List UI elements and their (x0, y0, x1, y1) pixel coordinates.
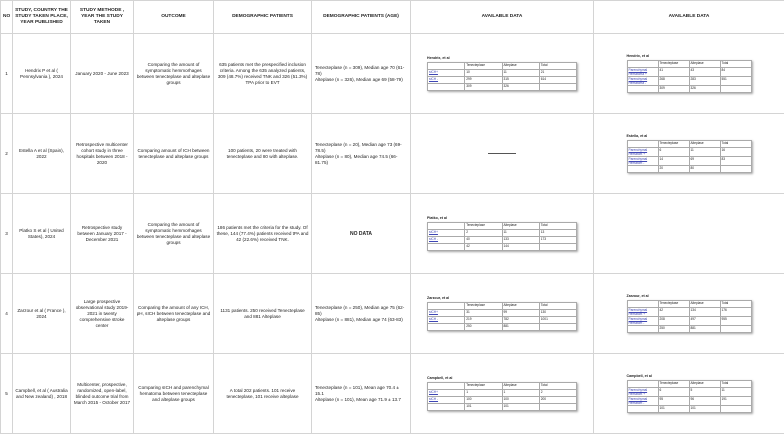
contingency-cell: 5 (689, 388, 720, 397)
subtable-title: Campbell, et al (627, 374, 752, 379)
contingency-row-label: Parenchymal Hematom - (627, 317, 658, 326)
contingency-row (627, 61, 751, 68)
contingency-cell: 176 (720, 308, 751, 317)
study-outcome: Comparing the amount of symptomatic hemmorhages between tenecteplase and alteplase groups (134, 34, 214, 114)
contingency-table (427, 62, 577, 91)
contingency-cell: 955 (720, 317, 751, 326)
contingency-row-label (428, 244, 465, 251)
contingency-row-label: Parenchymal Hematom + (627, 308, 658, 317)
contingency-cell: 20 (658, 166, 689, 173)
contingency-cell: 191 (720, 397, 751, 406)
row-number: 3 (1, 194, 13, 274)
contingency-row (428, 244, 577, 251)
contingency-row (627, 301, 751, 308)
study-row (1, 34, 784, 114)
contingency-row-label (428, 63, 465, 70)
data-subtable (427, 56, 577, 91)
contingency-cell: Alteplase (502, 223, 539, 230)
study-row (1, 114, 784, 194)
contingency-row (428, 317, 577, 324)
contingency-cell: 208 (658, 317, 689, 326)
study-method: Multicenter, prospective, randomized, open-label, blinded outcome trial from March 2015 - October 2017 (71, 354, 134, 434)
subtable-title: Estella, et al (627, 134, 752, 139)
data-subtable (427, 376, 577, 411)
contingency-cell: 11 (689, 148, 720, 157)
contingency-cell (539, 84, 576, 91)
contingency-cell: 42 (465, 244, 502, 251)
available-data-sich (411, 194, 594, 274)
contingency-cell (720, 406, 751, 413)
contingency-table (427, 302, 577, 331)
contingency-row-label: Parenchymal Hematom + (627, 148, 658, 157)
contingency-cell: 134 (689, 308, 720, 317)
contingency-row-label: sICH+ (428, 70, 465, 77)
contingency-cell: 1 (502, 390, 539, 397)
contingency-row-label (627, 86, 658, 93)
contingency-cell: Alteplase (689, 301, 720, 308)
contingency-row (627, 166, 751, 173)
contingency-row-label (627, 61, 658, 68)
data-subtable (427, 216, 577, 251)
contingency-row (428, 230, 577, 237)
contingency-cell: 40 (465, 237, 502, 244)
available-data-hematoma (594, 114, 784, 194)
contingency-cell: 43 (689, 68, 720, 77)
contingency-row-label (627, 166, 658, 173)
contingency-cell: Alteplase (689, 141, 720, 148)
contingency-cell: 101 (689, 406, 720, 413)
demographic-age (312, 194, 411, 274)
contingency-cell: Total (720, 301, 751, 308)
contingency-row (428, 324, 577, 331)
contingency-cell: 326 (689, 86, 720, 93)
demographic-patients: 100 patients, 20 were treated with tenecteplase and 80 with alteplase. (214, 114, 312, 194)
contingency-cell: 326 (502, 84, 539, 91)
header-available-data-1: AVAILABLE DATA (411, 1, 594, 34)
contingency-row (627, 77, 751, 86)
contingency-row-label (627, 141, 658, 148)
contingency-row-label: Parenchymal Hematom - (627, 157, 658, 166)
contingency-cell: 96 (689, 397, 720, 406)
contingency-cell: 881 (689, 326, 720, 333)
contingency-row-label (627, 301, 658, 308)
contingency-cell: Alteplase (502, 383, 539, 390)
contingency-cell: 881 (502, 324, 539, 331)
header-demographic-age: DEMOGRAPHIC PATIENTS (AGE) (312, 1, 411, 34)
contingency-cell (720, 86, 751, 93)
contingency-cell: Total (720, 381, 751, 388)
contingency-cell: Tenecteplase (658, 141, 689, 148)
contingency-cell: 101 (465, 404, 502, 411)
contingency-cell: Total (539, 383, 576, 390)
subtable-title: Hendrix, et al (427, 56, 577, 61)
contingency-cell: 21 (539, 70, 576, 77)
contingency-row (428, 84, 577, 91)
contingency-cell: 41 (658, 68, 689, 77)
contingency-row-label: sICH - (428, 77, 465, 84)
row-number: 5 (1, 354, 13, 434)
contingency-row-label (428, 324, 465, 331)
contingency-cell: 130 (539, 310, 576, 317)
contingency-table (627, 140, 752, 173)
contingency-row-label (627, 381, 658, 388)
contingency-cell: 13 (539, 230, 576, 237)
contingency-row-label: sICH+ (428, 390, 465, 397)
contingency-cell: Tenecteplase (658, 301, 689, 308)
study-row (1, 274, 784, 354)
contingency-cell: 31 (465, 310, 502, 317)
contingency-row (627, 308, 751, 317)
demographic-age: Tenecteplase (n = 101), Mean age 70.4 ± 15.1 Alteplase (n = 101), Mean age 71.9 ± 13.7 (312, 354, 411, 434)
contingency-cell: 14 (658, 157, 689, 166)
contingency-row (627, 141, 751, 148)
contingency-cell: 299 (465, 77, 502, 84)
contingency-cell: 83 (720, 157, 751, 166)
contingency-cell: 173 (539, 237, 576, 244)
contingency-cell: 6 (658, 388, 689, 397)
contingency-cell: 16 (720, 148, 751, 157)
contingency-row (428, 310, 577, 317)
contingency-cell: 11 (720, 388, 751, 397)
contingency-cell: 101 (502, 404, 539, 411)
contingency-cell: 614 (539, 77, 576, 84)
data-subtable (627, 374, 752, 413)
contingency-cell: 1 (465, 390, 502, 397)
contingency-cell: Total (539, 223, 576, 230)
study-outcome: Comparing sICH and parenchymal hematoma between tenecteplase and alteplase groups (134, 354, 214, 434)
contingency-table (627, 380, 752, 413)
study-citation: Platko S et al ( United States), 2024 (13, 194, 71, 274)
contingency-cell (539, 244, 576, 251)
available-data-hematoma (594, 274, 784, 354)
demographic-patients: 186 patients met the criteria for the study. Of these, 144 (77.4%) patients received tPA and 42 (22.6%) received TNK. (214, 194, 312, 274)
study-method: Retrospective multicenter cohort study in three hospitals between 2018 - 2020 (71, 114, 134, 194)
data-subtable (627, 54, 752, 93)
contingency-cell: 200 (539, 397, 576, 404)
contingency-cell: 551 (720, 77, 751, 86)
data-subtable (427, 296, 577, 331)
study-method: January 2020 - June 2023 (71, 34, 134, 114)
available-data-sich (411, 354, 594, 434)
data-subtable (627, 134, 752, 173)
subtable-title: Hendrix, et al (627, 54, 752, 59)
contingency-cell: Total (720, 61, 751, 68)
contingency-cell: Tenecteplase (465, 223, 502, 230)
contingency-row (627, 157, 751, 166)
contingency-row (627, 388, 751, 397)
study-outcome: Comparing the amount of any ICH, pH, sICH between tenecteplase and alteplase groups (134, 274, 214, 354)
data-subtable (627, 294, 752, 333)
subtable-title: Campbell, et al (427, 376, 577, 381)
contingency-cell: 497 (689, 317, 720, 326)
contingency-row (627, 317, 751, 326)
contingency-cell: 69 (689, 157, 720, 166)
contingency-table (627, 60, 752, 93)
contingency-cell: 782 (502, 317, 539, 324)
contingency-row-label: sICH+ (428, 230, 465, 237)
demographic-age: Tenecteplase (n = 20), Median age 73 (69-78.5) Alteplase (n = 80), Median age 74.5 (66-81.75) (312, 114, 411, 194)
contingency-cell: 10 (465, 70, 502, 77)
contingency-row-label (428, 383, 465, 390)
available-data-hematoma (594, 194, 784, 274)
contingency-row (627, 68, 751, 77)
contingency-cell: 101 (658, 406, 689, 413)
contingency-cell: 84 (720, 68, 751, 77)
contingency-cell: 250 (658, 326, 689, 333)
contingency-cell: 309 (658, 86, 689, 93)
row-number: 4 (1, 274, 13, 354)
contingency-row-label: sICH - (428, 317, 465, 324)
contingency-cell: 95 (658, 397, 689, 406)
demographic-age: Tenecteplase (n = 250), Median age 75 (62-85) Alteplase (n = 881), Median age 74 (63-83) (312, 274, 411, 354)
contingency-cell: Tenecteplase (658, 61, 689, 68)
study-row (1, 194, 784, 274)
contingency-row (428, 63, 577, 70)
contingency-row (627, 148, 751, 157)
contingency-row (428, 70, 577, 77)
contingency-row (627, 406, 751, 413)
contingency-cell: 1001 (539, 317, 576, 324)
contingency-row-label: Parenchymal Hematom + (627, 388, 658, 397)
contingency-cell: 2 (465, 230, 502, 237)
subtable-title: Zarzour, et al (627, 294, 752, 299)
contingency-row (428, 383, 577, 390)
available-data-sich (411, 34, 594, 114)
contingency-row (428, 77, 577, 84)
subtable-title: Zarzour, et al (427, 296, 577, 301)
available-data-sich (411, 274, 594, 354)
contingency-cell: Tenecteplase (658, 381, 689, 388)
contingency-cell: Tenecteplase (465, 63, 502, 70)
contingency-row (428, 303, 577, 310)
header-row (1, 1, 784, 34)
contingency-row-label (428, 84, 465, 91)
study-citation: Campbell, et al ( Australia and New zealand) , 2018 (13, 354, 71, 434)
row-number: 1 (1, 34, 13, 114)
study-outcome: Comparing the amount of symptomatic hemmorhages between tenecteplase and alteplase groups (134, 194, 214, 274)
contingency-cell: Alteplase (502, 303, 539, 310)
contingency-cell: 11 (502, 230, 539, 237)
study-outcome: Comparing amount of ICH between tenecteplase and alteplase groups (134, 114, 214, 194)
contingency-cell: 100 (465, 397, 502, 404)
subtable-title: Platko, et al (427, 216, 577, 221)
contingency-row-label (627, 326, 658, 333)
contingency-cell: 219 (465, 317, 502, 324)
contingency-row (627, 397, 751, 406)
header-available-data-2: AVAILABLE DATA (594, 1, 784, 34)
contingency-row-label (627, 406, 658, 413)
contingency-row (428, 390, 577, 397)
contingency-table (427, 222, 577, 251)
contingency-cell (720, 326, 751, 333)
contingency-cell: 11 (502, 70, 539, 77)
available-data-sich (411, 114, 594, 194)
contingency-cell: Alteplase (689, 61, 720, 68)
contingency-row-label: sICH - (428, 397, 465, 404)
available-data-hematoma (594, 34, 784, 114)
header-study: STUDY, COUNTRY THE STUDY TAKEN PLACE, YEAR PUBLISHED (13, 1, 71, 34)
contingency-row-label (428, 404, 465, 411)
demographic-patients: A total 202 patients. 101 receive tenecteplase, 101 receive alteplase (214, 354, 312, 434)
study-method: Large prospective observational study 2019-2021 in twenty comprehensive stroke center (71, 274, 134, 354)
study-citation: Hendrix P et al ( Pennsylvania ), 2024 (13, 34, 71, 114)
contingency-cell: 80 (689, 166, 720, 173)
contingency-row-label: Parenchymal Hematoma - (627, 77, 658, 86)
contingency-row-label (428, 223, 465, 230)
contingency-cell: 133 (502, 237, 539, 244)
contingency-row (428, 237, 577, 244)
contingency-cell: 283 (689, 77, 720, 86)
contingency-cell (539, 324, 576, 331)
contingency-cell: 6 (658, 148, 689, 157)
contingency-cell: 315 (502, 77, 539, 84)
contingency-cell: 309 (465, 84, 502, 91)
header-method: STUDY METHODE , YEAR THE STUDY TAKEN (71, 1, 134, 34)
contingency-row (428, 404, 577, 411)
demographic-age: Tenecteplase (n = 309), Median age 70 (61-78) Alteplase (n = 326), Median age 69 (58-79) (312, 34, 411, 114)
demographic-patients: 635 patients met the prespecified inclusion criteria. Among the 635 analyzed patients, 309 (48.7%) received TNK and 326 (51.3%) TPA prior to EVT (214, 34, 312, 114)
contingency-row (627, 326, 751, 333)
contingency-row-label: Parenchymal Hematoma + (627, 68, 658, 77)
study-citation: Zarzour et al ( France ), 2024 (13, 274, 71, 354)
contingency-row-label (428, 303, 465, 310)
header-demographic: DEMOGRAPHIC PATIENTS (214, 1, 312, 34)
no-data-dash (488, 153, 516, 154)
contingency-table (627, 300, 752, 333)
contingency-table (427, 382, 577, 411)
available-data-hematoma (594, 354, 784, 434)
contingency-cell: Total (539, 303, 576, 310)
study-row (1, 354, 784, 434)
contingency-cell: Tenecteplase (465, 383, 502, 390)
contingency-cell: Alteplase (689, 381, 720, 388)
contingency-row-label: Parenchymal Hematom - (627, 397, 658, 406)
contingency-cell: Tenecteplase (465, 303, 502, 310)
study-citation: Estella A et al (Spain), 2022 (13, 114, 71, 194)
contingency-row (428, 223, 577, 230)
contingency-row-label: sICH - (428, 237, 465, 244)
contingency-row (428, 397, 577, 404)
header-outcome: OUTCOME (134, 1, 214, 34)
contingency-cell: Alteplase (502, 63, 539, 70)
contingency-cell: 268 (658, 77, 689, 86)
contingency-row (627, 86, 751, 93)
contingency-cell: Total (720, 141, 751, 148)
no-data-label: NO DATA (350, 231, 372, 237)
contingency-cell: Total (539, 63, 576, 70)
contingency-cell: 250 (465, 324, 502, 331)
study-method: Retrospective study between January 2017 - December 2021 (71, 194, 134, 274)
contingency-cell: 2 (539, 390, 576, 397)
contingency-cell (720, 166, 751, 173)
contingency-row-label: sICH+ (428, 310, 465, 317)
header-no: NO (1, 1, 13, 34)
contingency-cell: 99 (502, 310, 539, 317)
contingency-cell: 42 (658, 308, 689, 317)
row-number: 2 (1, 114, 13, 194)
contingency-cell (539, 404, 576, 411)
contingency-row (627, 381, 751, 388)
contingency-cell: 100 (502, 397, 539, 404)
contingency-cell: 144 (502, 244, 539, 251)
demographic-patients: 1131 patients. 250 received Tenecteplase and 881 Alteplase (214, 274, 312, 354)
